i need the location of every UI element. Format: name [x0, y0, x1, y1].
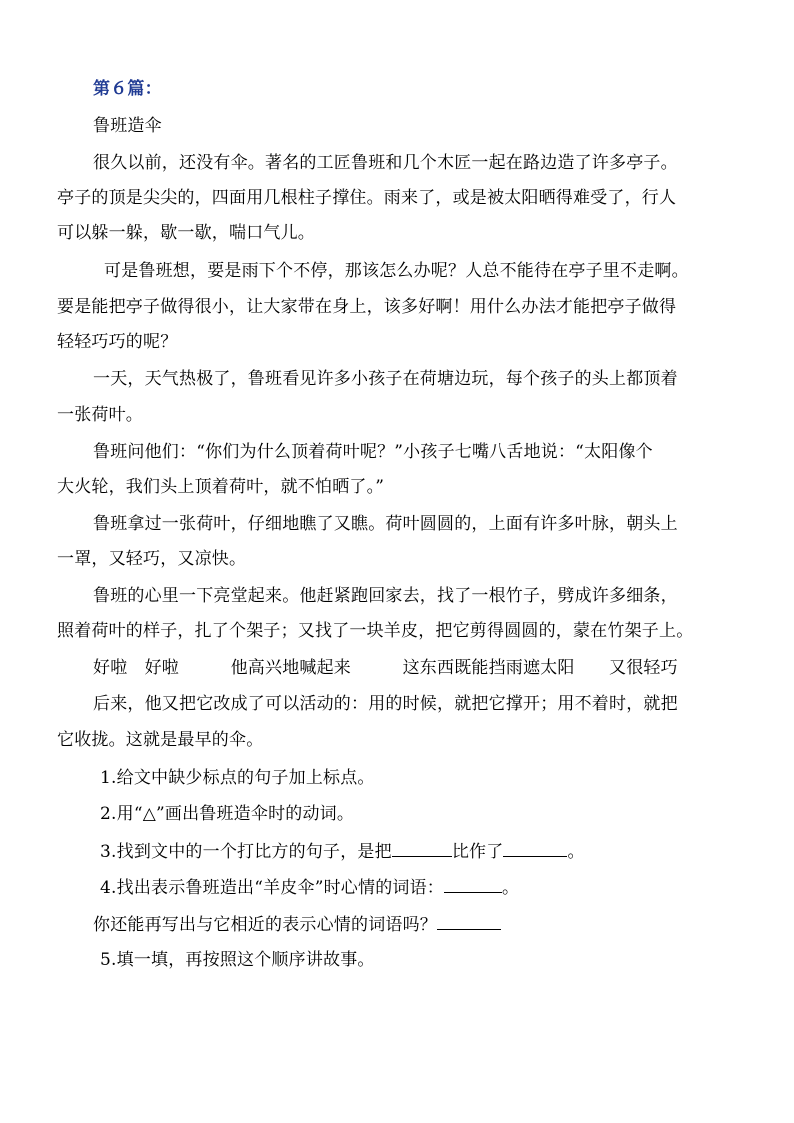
question-3-text-b: 比作了	[451, 842, 504, 862]
answer-blank-4[interactable]	[444, 876, 502, 893]
answer-blank-3a[interactable]	[392, 840, 452, 857]
question-1: 1.给文中缺少标点的句子加上标点。	[100, 768, 375, 788]
answer-blank-3b[interactable]	[503, 840, 567, 857]
paragraph-6-line-2: 照着荷叶的样子，扎了个架子；又找了一块羊皮，把它剪得圆圆的，蒙在竹架子上。	[57, 621, 694, 641]
paragraph-1-line-3: 可以躲一躲，歇一歇，喘口气儿。	[57, 223, 315, 243]
paragraph-2-line-1: 可是鲁班想，要是雨下个不停，那该怎么办呢？人总不能待在亭子里不走啊。	[104, 261, 689, 281]
paragraph-5-line-1: 鲁班拿过一张荷叶，仔细地瞧了又瞧。荷叶圆圆的，上面有许多叶脉，朝头上	[93, 514, 678, 534]
paragraph-1-line-1: 很久以前，还没有伞。著名的工匠鲁班和几个木匠一起在路边造了许多亭子。	[93, 153, 678, 173]
paragraph-7-unpunctuated: 好啦 好啦 他高兴地喊起来 这东西既能挡雨遮太阳 又很轻巧	[93, 658, 678, 678]
question-4-follow-text: 你还能再写出与它相近的表示心情的词语吗？	[93, 915, 437, 935]
paragraph-3-line-2: 一张荷叶。	[57, 405, 143, 425]
paragraph-2-line-2: 要是能把亭子做得很小，让大家带在身上，该多好啊！用什么办法才能把亭子做得	[57, 297, 677, 317]
question-3	[100, 840, 585, 863]
paragraph-3-line-1: 一天，天气热极了，鲁班看见许多小孩子在荷塘边玩，每个孩子的头上都顶着	[93, 369, 678, 389]
paragraph-2-line-3: 轻轻巧巧的呢？	[57, 332, 178, 352]
paragraph-8-line-1: 后来，他又把它改成了可以活动的：用的时候，就把它撑开；用不着时，就把	[93, 694, 678, 714]
question-2: 2.用“△”画出鲁班造伞时的动词。	[100, 804, 355, 824]
paragraph-4-line-1: 鲁班问他们：“你们为什么顶着荷叶呢？”小孩子七嘴八舌地说：“太阳像个	[93, 442, 653, 462]
question-4-text-a: 4.找出表示鲁班造出“羊皮伞”时心情的词语：	[100, 878, 445, 898]
question-4	[100, 876, 519, 899]
paragraph-5-line-2: 一罩，又轻巧，又凉快。	[57, 549, 247, 569]
question-4-follow-up	[93, 913, 501, 936]
paragraph-1-line-2: 亭子的顶是尖尖的，四面用几根柱子撑住。雨来了，或是被太阳晒得难受了，行人	[57, 188, 677, 208]
story-title: 鲁班造伞	[93, 116, 162, 136]
paragraph-8-line-2: 它收拢。这就是最早的伞。	[57, 730, 264, 750]
answer-blank-4-follow[interactable]	[437, 913, 501, 930]
question-3-text-c: 。	[567, 842, 585, 862]
paragraph-4-line-2: 大火轮，我们头上顶着荷叶，就不怕晒了。”	[57, 477, 385, 497]
question-5: 5.填一填，再按照这个顺序讲故事。	[100, 950, 375, 970]
question-4-text-b: 。	[502, 878, 520, 898]
paragraph-6-line-1: 鲁班的心里一下亮堂起来。他赶紧跑回家去，找了一根竹子，劈成许多细条，	[93, 586, 678, 606]
section-heading: 第６篇：	[93, 79, 162, 99]
question-3-text-a: 3.找到文中的一个打比方的句子，是把	[100, 842, 392, 862]
